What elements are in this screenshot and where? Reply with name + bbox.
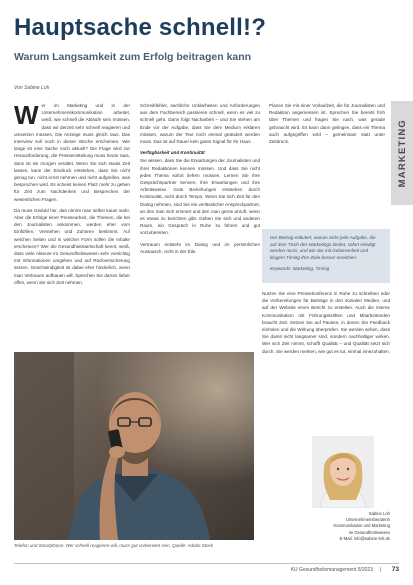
footer-separator: | (379, 567, 381, 573)
author-bio (262, 511, 390, 542)
keywords-label: Keywords: (270, 266, 292, 272)
caption-text: Telefon und Smartphone: Wer schnell reagieren will, muss gut vorbereitet sein. (14, 543, 171, 548)
body-column-3 (269, 102, 385, 210)
author-name: Sabine Loh (368, 511, 390, 516)
section-heading: Verfügbarkeit und Kontinuität (140, 150, 205, 156)
section-tab (391, 101, 413, 205)
author-bio-line: im Gesundheitswesen (348, 529, 390, 535)
journal-name: KU Gesundheitsmanagement 5/2023 (290, 567, 373, 573)
keywords-line (270, 266, 382, 273)
keywords-value: Marketing, Timing (292, 266, 330, 272)
man-on-phone-photo (14, 352, 254, 540)
article-title: Hauptsache schnell!? (14, 14, 267, 41)
drop-cap: W (14, 102, 39, 130)
portrait-illustration (312, 436, 374, 508)
photo-illustration (14, 352, 254, 540)
body-paragraph: Planen Sie mit einer Vorlaufzeit, die für Journalisten und Redaktion angemessen ist. Sprechen Sie bereits früh über Themen und fragen Sie nach, was gerade gebraucht wird. Es kann dann gelingen, dass ein Thema auch aufgegriffen wird – gemeinsam statt unter Zeitdruck. (269, 103, 385, 145)
body-column-lower-right (262, 290, 390, 440)
author-bio-line: Kommunikation und Marketing (333, 523, 390, 529)
body-paragraph: Vertrauen entsteht im Dialog und im persönlichen Austausch, nicht in der Eile. (140, 241, 260, 254)
article-subtitle: Warum Langsamkeit zum Erfolg beitragen kann (14, 51, 252, 63)
body-paragraph: Da muss Geduld her, das nimmt man selbst kaum wahr. Aber die Erfolge einer Pressearbeit, die Themen, die bei den Journalisten ankommen, werden eher vom Einfühlen, Verstehen und Zuhören bestimmt. Auf welchen Seiten und in welcher Form sollen die Inhalte erscheinen? Wer die Gesundheitswirtschaft kennt, weiß, dass viele Akteure im Gesundheitswesen sehr vorsichtig mit Informationen umgehen und auf Rückversicherung setzen. Geschwindigkeit ist dabei eher hinderlich, wenn man Vertrauen aufbauen will. Sprechen Sie darum lieber offen, wenn Sie sich Zeit nehmen. (14, 207, 130, 285)
caption-credit: Quelle: Adobe Stock (172, 543, 213, 548)
page-number: 73 (391, 566, 399, 573)
body-paragraph: Sie wissen, dass Sie die Erwartungen der Journalisten und ihrer Redaktionen kennen müssen. Und dass Sie nicht jedes Thema sofort liefern müssen. Lernen Sie Ihre Gesprächspartner kennen, ihre Erwartungen und ihre Arbeitsweise. Gute Beziehungen entstehen durch Kontinuität, nicht durch Tempo. Wenn Sie sich Zeit für den Dialog nehmen, sind Sie ein verlässlicher Ansprechpartner, an den man sich erinnert und den man gerne anruft, wenn es etwas zu berichten gibt. Geben Sie sich und anderen Raum, ein Gespräch in Ruhe zu führen und gut vorzubereiten. (140, 158, 260, 236)
article-byline: Von Sabine Loh (14, 85, 50, 91)
section-label: MARKETING (396, 118, 408, 188)
author-email: E-Mail: info@sabine-loh.de (339, 535, 390, 541)
body-paragraph: Nutzen Sie eine Pressekonferenz in Ruhe zu schreiben oder die Vorbereitungen für Beiträge in den sozialen Medien, und auf der Website einen Bericht zu erstellen. Auch die interne Kommunikation mit Führungskräften und Mitarbeitenden braucht Zeit. Setzen Sie auf Pausen, in denen Sie Feedback einholen und die Wirkung überprüfen. Sie werden sehen, dass Sie damit nicht langsamer sind, sondern nachhaltiger wirken. Wer sich Zeit nimmt, schafft Qualität – und Qualität setzt sich durch. Sie werden merken, wie gut es tut, einmal innezuhalten. (262, 291, 390, 354)
photo-caption (14, 543, 254, 550)
page-footer (14, 563, 399, 576)
author-portrait (312, 436, 374, 508)
body-column-2 (140, 102, 260, 342)
body-paragraph: Schreibfehler, sachliche Unklarheiten und Anforderungen aus dem Fachbereich passieren schnell, wenn es viel zu schnell geht. Dann folgt Nacharbeit – und Sie stehen am Ende vor der Aufgabe, dass Sie dem Medium erklären müssen, warum der Text noch einmal geändert werden muss. Das ist auf Dauer kein gutes Signal für Ihr Haus. (140, 103, 260, 145)
author-bio-line: Unternehmensberaterin (346, 517, 390, 523)
paragraph-text: er im Marketing und in der Unternehmenskommunikation arbeitet, weiß, wie schnell die Abläufe sein müssen, dass wir derzeit sehr schnell reagieren und umsetzen müssen. Die Anzeige muss gleich raus. Das Interview soll noch in dieser Woche erscheinen. Wie lange ist eine Sache noch aktuell? Die Frage wird zur Herausforderung, die Pressemitteilung muss heute raus, dann ist sie morgen veraltet. Wenn Sie sich etwas Zeit lassen, kann der Eindruck entstehen, dass Sie nicht genug tun, nicht ernst nehmen und nicht aufgreifen, was besprochen wird. Es scheint keinen Platz mehr zu geben für Zeit zum Nachdenken und Besprechen der wesentlichen Fragen. (14, 103, 130, 202)
body-paragraph (14, 102, 130, 203)
teaser-text: Der Beitrag erläutert, warum nicht jede Aufgabe, die auf dem Tisch des Marketings landet, sofort erledigt werden muss, und wie Sie mit Gelassenheit und klugem Timing Ihre Ziele besser erreichen. (270, 235, 376, 260)
teaser-box (262, 229, 390, 283)
